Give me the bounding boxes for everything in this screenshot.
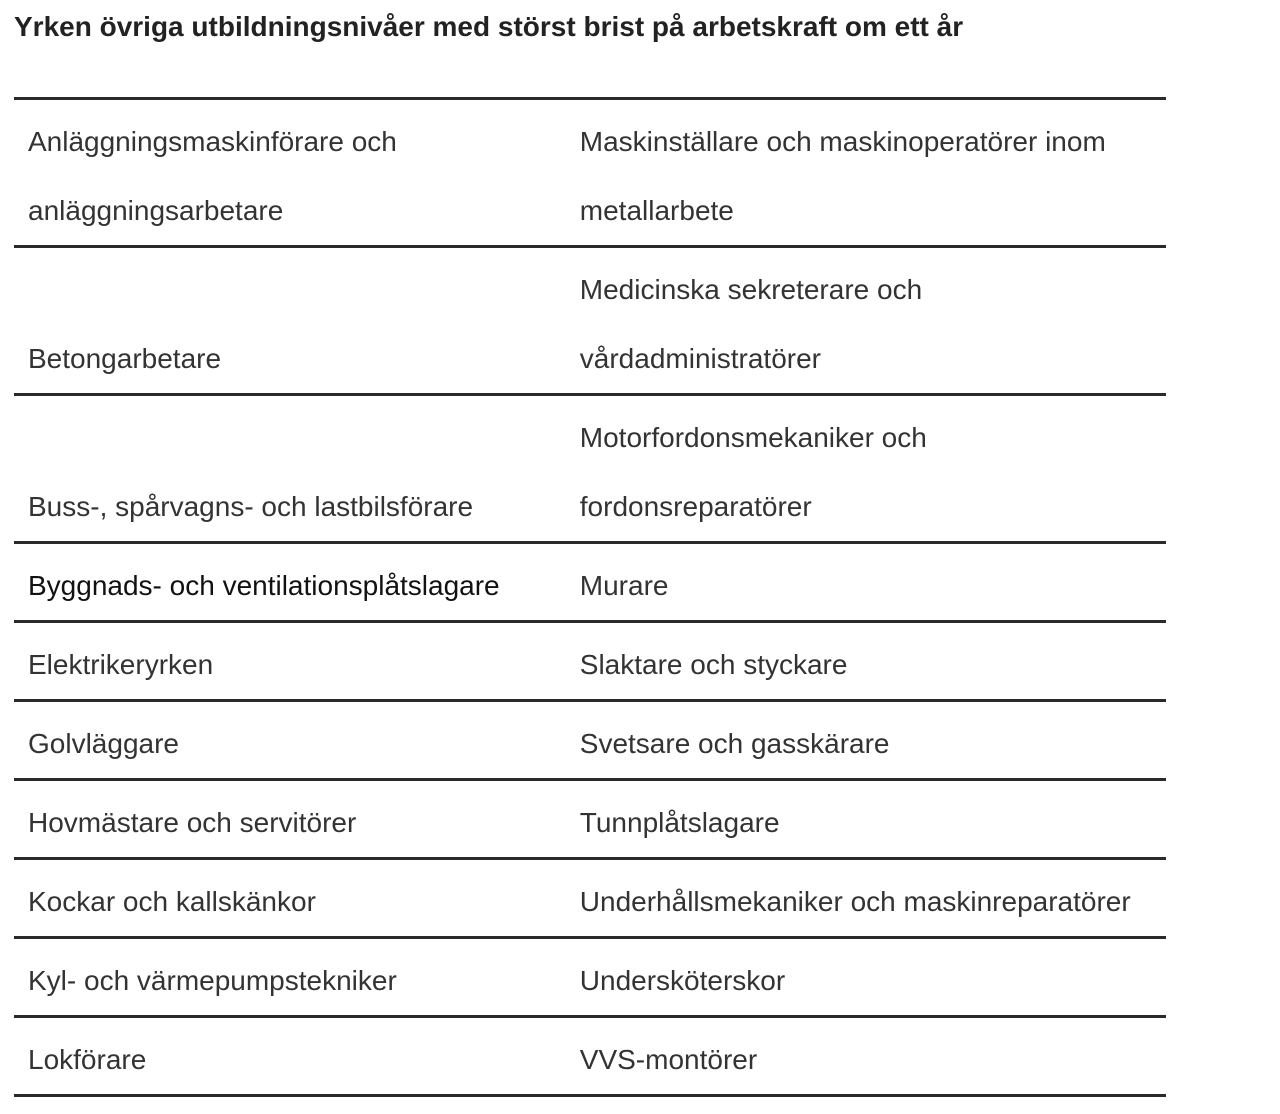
table-cell-right: Svetsare och gasskärare [566, 701, 1166, 780]
table-row [14, 99, 1166, 247]
table-row [14, 622, 1166, 701]
table-cell-right: Undersköterskor [566, 938, 1166, 1017]
table-cell-left: Golvläggare [14, 701, 566, 780]
table-cell-right: Maskinställare och maskinoperatörer inom metallarbete [566, 99, 1166, 247]
table-cell-right: Tunnplåtslagare [566, 780, 1166, 859]
table-row [14, 780, 1166, 859]
table-cell-left: Elektrikeryrken [14, 622, 566, 701]
table-row [14, 1017, 1166, 1096]
table-cell-right: Underhållsmekaniker och maskinreparatörer [566, 859, 1166, 938]
table-cell-left: Anläggningsmaskinförare och anläggningsarbetare [14, 99, 566, 247]
table-cell-left: Kockar och kallskänkor [14, 859, 566, 938]
table-cell-left: Hovmästare och servitörer [14, 780, 566, 859]
table-row [14, 395, 1166, 543]
table-cell-left: Lokförare [14, 1017, 566, 1096]
table-cell-left: Byggnads- och ventilationsplåtslagare [14, 543, 566, 622]
table-cell-left: Kyl- och värmepumpstekniker [14, 938, 566, 1017]
table-row [14, 938, 1166, 1017]
table-cell-right: Murare [566, 543, 1166, 622]
table-row [14, 543, 1166, 622]
table-row [14, 247, 1166, 395]
table-row [14, 701, 1166, 780]
occupation-table [14, 97, 1166, 1097]
table-cell-right: Slaktare och styckare [566, 622, 1166, 701]
page-title: Yrken övriga utbildningsnivåer med störst brist på arbetskraft om ett år [14, 11, 964, 42]
table-cell-left: Betongarbetare [14, 247, 566, 395]
table-row [14, 859, 1166, 938]
table-cell-right: VVS-montörer [566, 1017, 1166, 1096]
table-cell-right: Medicinska sekreterare och vårdadministratörer [566, 247, 1166, 395]
table-cell-right: Motorfordonsmekaniker och fordonsreparatörer [566, 395, 1166, 543]
table-cell-left: Buss-, spårvagns- och lastbilsförare [14, 395, 566, 543]
